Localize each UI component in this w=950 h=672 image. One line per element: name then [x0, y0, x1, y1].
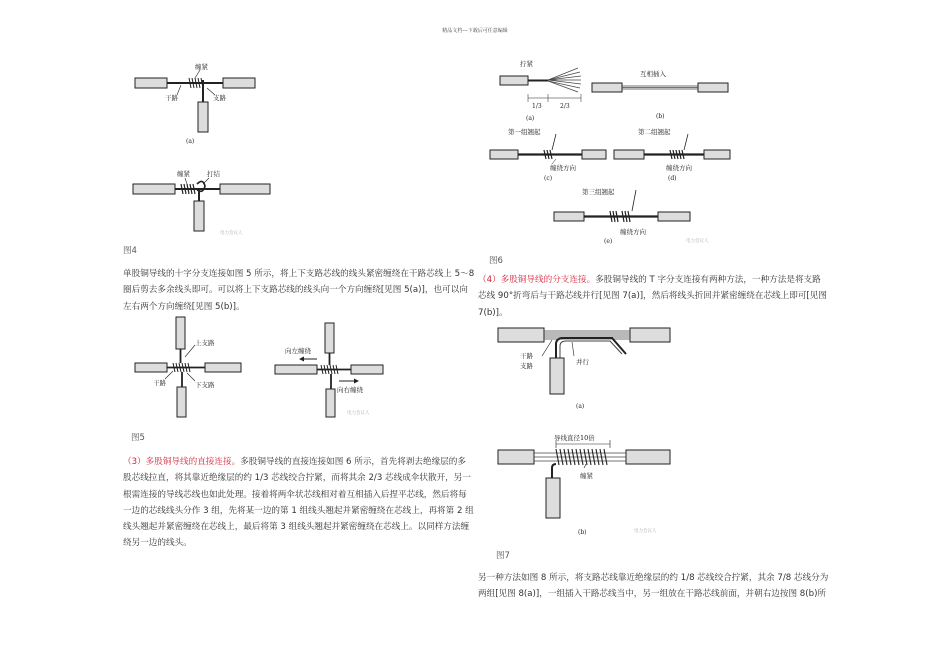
fig6-g1-label: 第一组翘起 [508, 128, 541, 136]
fig6-c-label: (c) [544, 175, 553, 182]
para2-line5: 线头翘起并紧密缠绕在芯线上，最后将第 3 组线头翘起并紧密缠绕在芯线上。以同样方法缠 [123, 522, 470, 533]
para1-line2: 圈后剪去多余线头即可。可以将上下支路芯线的线头向一个方向缠绕[见图 5(a)]，也可以向 [123, 285, 468, 296]
fig5-trunk-label: 干路 [153, 379, 166, 387]
fig5-caption: 图5 [131, 433, 145, 443]
fig7-caption: 图7 [496, 551, 510, 561]
paragraph-4 [478, 570, 838, 603]
fig5-right-wind-label: 向右缠绕 [337, 386, 363, 394]
fig5-watermark: 电力会议人 [347, 411, 370, 416]
para3-heading: （4）多股铜导线的分支连接。 [478, 275, 596, 285]
fig5-upper-label: 上支路 [195, 339, 215, 347]
fig5b-drawing [275, 323, 383, 417]
figure-5 [125, 315, 385, 425]
para3-line3: 7(b)]。 [478, 307, 508, 318]
figure-6 [486, 52, 736, 252]
fig7-b-label: (b) [578, 529, 587, 536]
para2-line3: 根需连接的导线芯线也如此处理。接着将两伞状芯线相对着互相插入后捏平芯线，然后将每 [123, 489, 467, 500]
fig4a-sub-label: (a) [186, 138, 195, 145]
para4-line2: 两组[见图 8(a)]，一组插入干路芯线当中，另一组放在干路芯线前面，并朝右边按图 8(b)所 [478, 589, 827, 600]
fig4a-trunk-label: 干路 [165, 94, 178, 102]
para3-line1-rest: 多股铜导线的 T 字分支连接有两种方法，一种方法是将支路 [595, 275, 821, 285]
fig6-c-wind-label: 缠绕方向 [550, 164, 576, 172]
fig4a-tight-label: 缠紧 [195, 63, 208, 71]
fig6-watermark: 电力会议人 [686, 239, 709, 244]
paragraph-1 [123, 266, 483, 315]
paragraph-2 [123, 454, 483, 552]
fig4-watermark: 电力会议人 [220, 231, 243, 236]
fig7-branch-label: 支路 [520, 362, 533, 370]
figure-4 [125, 58, 290, 243]
fig7-watermark: 电力会议人 [634, 529, 657, 534]
fig6-b-label: (b) [656, 113, 665, 120]
page-header: 精品文档---下载后可任意编辑 [442, 28, 508, 34]
fig6-g2-label: 第二组翘起 [638, 128, 671, 136]
fig4a-drawing [135, 70, 255, 132]
para2-line6: 绕另一边的线头。 [123, 538, 192, 549]
figure-7 [494, 318, 674, 546]
fig6b-drawing [592, 83, 728, 92]
para2-line4: 一边的芯线线头分作 3 组，先将某一边的第 1 组线头翘起并紧密缠绕在芯线上，再将第 2 组 [123, 505, 474, 516]
para1-line1: 单股铜导线的十字分支连接如图 5 所示，将上下支路芯线的线头紧密缠绕在干路芯线上 5～8 [123, 269, 475, 279]
fig6-g3-label: 第三组翘起 [582, 188, 615, 196]
fig4-caption: 图4 [123, 246, 137, 256]
fig6-a-label: (a) [526, 115, 535, 122]
fig6-e-label: (e) [604, 238, 613, 245]
fig7-diameter-label: 导线直径10倍 [554, 434, 595, 442]
para2-heading: （3）多股铜导线的直接连接。 [123, 457, 241, 467]
fig4b-drawing [133, 178, 270, 231]
fig7-parallel-label: 并行 [576, 358, 589, 366]
fig6e-drawing [554, 190, 690, 222]
fig6-e-wind-label: 缠绕方向 [620, 228, 646, 236]
fig4b-tight-label: 缠紧 [177, 170, 190, 178]
fig7-a-label: (a) [576, 403, 585, 410]
para2-line1-rest: 多股铜导线的直接连接如图 6 所示，首先将剥去绝缘层的多 [240, 457, 466, 467]
fig6a-drawing [500, 68, 581, 102]
fig7-tight-label: 缠紧 [580, 472, 593, 480]
fig5a-drawing [135, 317, 241, 417]
fig6d-drawing [614, 134, 730, 159]
para1-line3: 左右两个方向缠绕[见图 5(b)]。 [123, 301, 245, 312]
para2-line2: 股芯线拉直，将其靠近绝缘层的约 1/3 芯线绞合拧紧，而将其余 2/3 芯线成伞状散开，另一 [123, 473, 471, 484]
fig6-d-wind-label: 缠绕方向 [666, 164, 692, 172]
fig6-caption: 图6 [489, 256, 503, 266]
fig6-d-label: (d) [668, 175, 677, 182]
para4-line1: 另一种方法如图 8 所示，将支路芯线靠近绝缘层的约 1/8 芯线绞合拧紧，其余 7/8 芯线分为 [478, 573, 829, 583]
paragraph-3 [478, 272, 838, 321]
para2-line1 [123, 454, 483, 470]
fig6-twist-label: 拧紧 [520, 60, 533, 68]
fig7-trunk-label: 干路 [520, 352, 533, 360]
fig6c-drawing [490, 134, 606, 164]
fig5-lower-label: 下支路 [195, 381, 215, 389]
fig6-third1: 1/3 [532, 103, 542, 110]
fig5-left-wind-label: 向左缠绕 [285, 347, 311, 355]
fig4a-branch-label: 支路 [213, 94, 226, 102]
fig4b-knot-label: 打结 [207, 170, 220, 178]
para3-line2: 芯线 90°折弯后与干路芯线并行[见图 7(a)]，然后将线头折回并紧密缠绕在芯线上即可[见图 [478, 291, 827, 302]
fig6-third2: 2/3 [560, 103, 570, 110]
fig6-insert-label: 互相插入 [640, 70, 666, 78]
para3-line1 [478, 272, 838, 288]
